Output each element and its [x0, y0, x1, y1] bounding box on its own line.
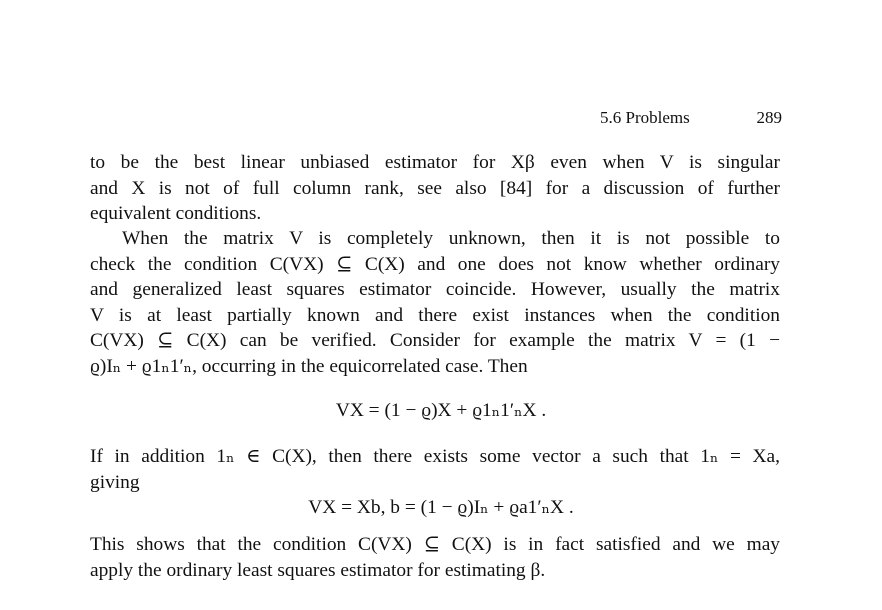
- paragraph-2-line-5: C(VX) ⊆ C(X) can be verified. Consider for example the matrix V = (1 −: [90, 330, 780, 351]
- paragraph-1-line-1: to be the best linear unbiased estimator for Xβ even when V is singular: [90, 152, 780, 173]
- paragraph-3: [90, 444, 780, 495]
- paragraph-1-line-2: and X is not of full column rank, see also [84] for a discussion of further: [90, 177, 780, 199]
- page-number: 289: [756, 108, 782, 127]
- paragraph-3-line-2: giving: [90, 471, 140, 493]
- paragraph-2-line-2: check the condition C(VX) ⊆ C(X) and one does not know whether ordinary: [90, 253, 780, 275]
- paragraph-4: [90, 532, 780, 583]
- paragraph-4-line-1: This shows that the condition C(VX) ⊆ C(X) is in fact satisfied and we may: [90, 534, 780, 555]
- paragraph-4-line-2: apply the ordinary least squares estimator for estimating β.: [90, 559, 546, 581]
- equation-2: VX = Xb, b = (1 − ϱ)Iₙ + ϱa1′ₙX .: [308, 497, 574, 518]
- paragraph-2-line-3: and generalized least squares estimator coincide. However, usually the matrix: [90, 279, 780, 300]
- paragraph-2-line-4: V is at least partially known and there exist instances when the condition: [90, 304, 780, 326]
- paragraph-1: [90, 150, 780, 227]
- paragraph-2-line-6: ϱ)Iₙ + ϱ1ₙ1′ₙ, occurring in the equicorrelated case. Then: [90, 355, 528, 377]
- running-header: [600, 108, 782, 128]
- paragraph-2-line-1: When the matrix V is completely unknown, then it is not possible to: [122, 228, 780, 249]
- paragraph-3-line-1: If in addition 1ₙ ∈ C(X), then there exists some vector a such that 1ₙ = Xa,: [90, 446, 780, 467]
- paragraph-1-line-3: equivalent conditions.: [90, 203, 262, 224]
- equation-1: VX = (1 − ϱ)X + ϱ1ₙ1′ₙX .: [335, 400, 547, 421]
- section-title: 5.6 Problems: [600, 108, 690, 127]
- paragraph-2: [90, 226, 780, 379]
